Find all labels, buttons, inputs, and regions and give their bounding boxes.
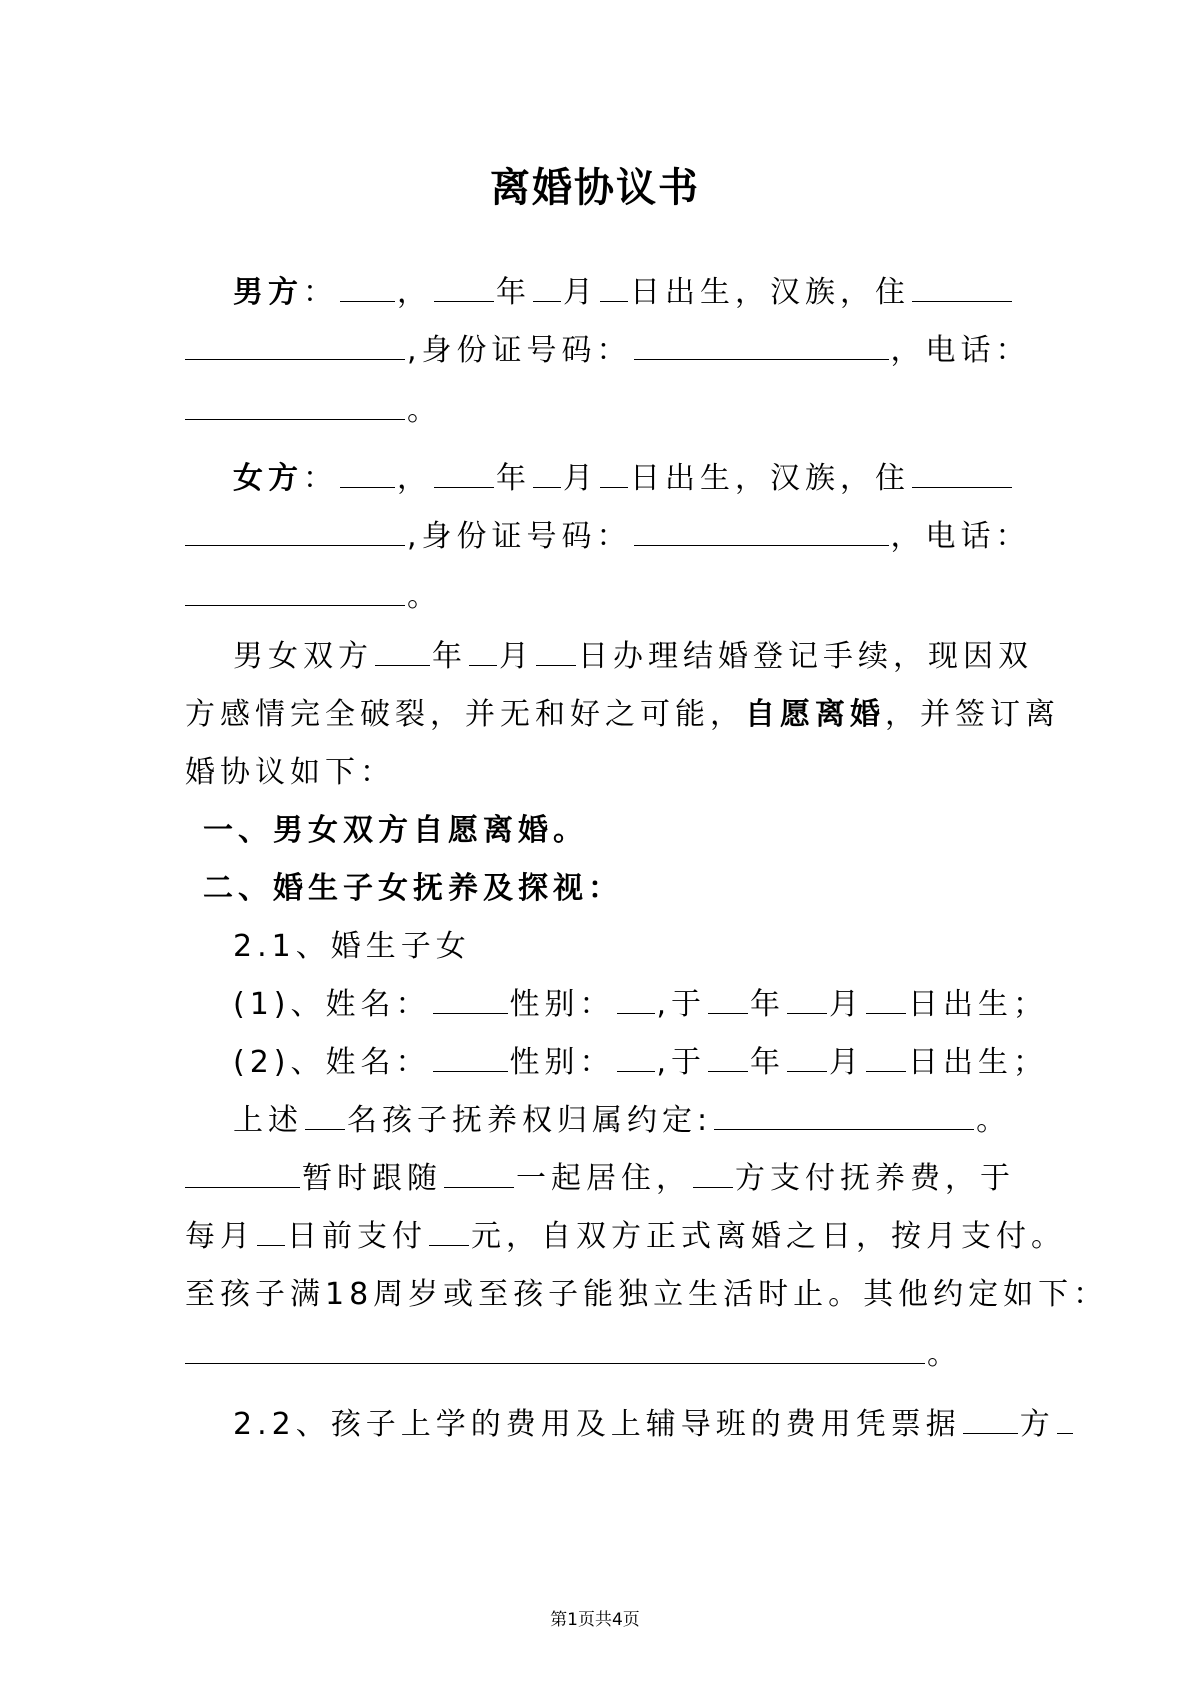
child-1-month-blank <box>787 989 827 1014</box>
subsection-2-2: 2.2、孩子上学的费用及上辅导班的费用凭票据 方 <box>185 1394 1015 1456</box>
male-id-blank <box>634 335 889 360</box>
custody-line-2: 暂时跟随 一起居住， 方支付抚养费，于 <box>185 1148 1015 1210</box>
child-1-line: (1)、姓名： 性别： ,于 年 月 日出生； <box>233 987 1049 1022</box>
child-2-day-blank <box>866 1047 906 1072</box>
payer-blank <box>693 1163 733 1188</box>
child-2-year-blank <box>708 1047 748 1072</box>
female-address-blank-1 <box>912 463 1012 488</box>
intro-bold-phrase: 自愿离婚 <box>745 697 885 732</box>
male-label: 男方 <box>233 275 303 310</box>
school-fee-payer-blank <box>963 1409 1018 1434</box>
male-line-2: ,身份证号码： ，电话： <box>185 320 1015 382</box>
female-address-blank-2 <box>185 521 405 546</box>
marriage-day-blank <box>536 641 576 666</box>
section-1-heading: 一、男女双方自愿离婚。 <box>203 813 588 848</box>
female-birth-year-blank <box>434 463 494 488</box>
school-fee-trailing-blank <box>1057 1409 1073 1434</box>
intro-line-2: 方感情完全破裂，并无和好之可能，自愿离婚，并签订离 <box>185 697 1060 732</box>
page-footer: 第1页共4页 <box>550 1610 640 1630</box>
payment-amount-blank <box>429 1221 469 1246</box>
custody-line-3: 每月 日前支付 元，自双方正式离婚之日，按月支付。 <box>185 1219 1066 1254</box>
male-birth-month-blank <box>533 277 561 302</box>
male-phone-blank <box>185 395 405 420</box>
custody-line-5: 。 <box>185 1324 1015 1386</box>
marriage-month-blank <box>469 641 497 666</box>
intro-line-1: 男女双方 年 月 日办理结婚登记手续，现因双 <box>233 639 1033 674</box>
marriage-year-blank <box>375 641 430 666</box>
male-name-blank <box>340 277 395 302</box>
female-line-1: 女方： ， 年 月 日出生，汉族，住 <box>185 448 1015 510</box>
male-line-3: 。 <box>185 380 1015 442</box>
child-companion-blank <box>185 1163 300 1188</box>
male-line-1: 男方： ， 年 月 日出生，汉族，住 <box>185 262 1015 324</box>
male-birth-year-blank <box>434 277 494 302</box>
other-agreement-blank <box>185 1339 925 1364</box>
child-1-day-blank <box>866 989 906 1014</box>
female-name-blank <box>340 463 395 488</box>
children-count-blank <box>305 1105 345 1130</box>
custody-line-4: 至孩子满18周岁或至孩子能独立生活时止。其他约定如下： <box>185 1277 1109 1312</box>
child-2-name-blank <box>433 1047 508 1072</box>
custody-line-1: 上述 名孩子抚养权归属约定: 。 <box>233 1103 1012 1138</box>
child-1-name-blank <box>433 989 508 1014</box>
male-birth-day-blank <box>600 277 628 302</box>
payment-day-blank <box>257 1221 285 1246</box>
male-address-blank-1 <box>912 277 1012 302</box>
child-2-month-blank <box>787 1047 827 1072</box>
custody-agreement-blank <box>714 1105 974 1130</box>
female-line-3: 。 <box>185 566 1015 628</box>
section-2-heading: 二、婚生子女抚养及探视： <box>203 871 623 906</box>
female-line-2: ,身份证号码： ，电话： <box>185 506 1015 568</box>
female-birth-month-blank <box>533 463 561 488</box>
child-2-gender-blank <box>617 1047 655 1072</box>
female-id-blank <box>634 521 889 546</box>
document-title: 离婚协议书 <box>490 165 700 211</box>
male-address-blank-2 <box>185 335 405 360</box>
child-1-gender-blank <box>617 989 655 1014</box>
female-phone-blank <box>185 581 405 606</box>
female-birth-day-blank <box>600 463 628 488</box>
intro-line-3: 婚协议如下： <box>185 755 395 790</box>
child-1-year-blank <box>708 989 748 1014</box>
child-2-line: (2)、姓名： 性别： ,于 年 月 日出生； <box>233 1045 1049 1080</box>
female-label: 女方 <box>233 461 303 496</box>
guardian-blank <box>444 1163 514 1188</box>
subsection-2-1: 2.1、婚生子女 <box>233 929 471 964</box>
